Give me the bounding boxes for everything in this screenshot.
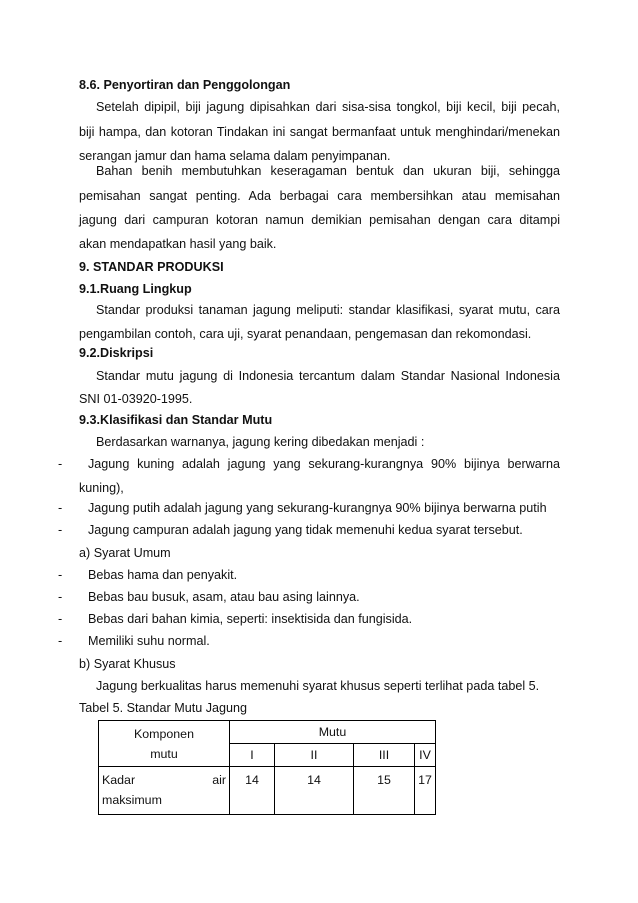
header-mutu-label: mutu [150, 747, 178, 761]
paragraph-line: Jagung berkualitas harus memenuhi syarat khusus seperti terlihat pada tabel 5. [96, 679, 540, 693]
header-komponen: Komponen [134, 727, 194, 741]
row-label-part: air [212, 773, 226, 787]
subsection-heading-9-1: 9.1.Ruang Lingkup [79, 282, 192, 296]
paragraph-line: pemisahan sangat penting. Ada berbagai cara membersihkan atau memisahan [79, 189, 560, 203]
quality-standard-table [98, 720, 436, 815]
paragraph-line: Bahan benih membutuhkan keseragaman bentuk dan ukuran biji, sehingga [96, 164, 560, 178]
grade-header: I [230, 744, 275, 767]
table-cell: 14 [275, 767, 354, 815]
bullet-dash: - [58, 523, 63, 537]
bullet-dash: - [58, 457, 63, 471]
paragraph-line: Berdasarkan warnanya, jagung kering dibedakan menjadi : [96, 435, 425, 449]
grade-header: II [275, 744, 354, 767]
paragraph-line: pengambilan contoh, cara uji, syarat penandaan, pengemasan dan rekomondasi. [79, 327, 532, 341]
list-item: Bebas dari bahan kimia, seperti: insektisida dan fungisida. [88, 612, 413, 626]
bullet-dash: - [58, 590, 63, 604]
paragraph-line: jagung dari campuran kotoran namun demikian pemisahan dengan cara ditampi [79, 213, 560, 227]
paragraph-line: SNI 01-03920-1995. [79, 392, 193, 406]
list-item: Jagung putih adalah jagung yang sekurang-kurangnya 90% bijinya berwarna putih [88, 501, 547, 515]
bullet-dash: - [58, 634, 63, 648]
section-heading-9: 9. STANDAR PRODUKSI [79, 260, 224, 274]
list-item: Bebas hama dan penyakit. [88, 568, 238, 582]
subheading-syarat-umum: a) Syarat Umum [79, 546, 171, 560]
row-label-part: maksimum [102, 793, 162, 807]
paragraph-line: biji hampa, dan kotoran Tindakan ini sangat bermanfaat untuk menghindari/menekan [79, 125, 560, 139]
header-komponen-mutu [99, 721, 230, 767]
grade-header: IV [415, 744, 436, 767]
grade-header: III [354, 744, 415, 767]
header-mutu: Mutu [230, 721, 436, 744]
bullet-dash: - [58, 612, 63, 626]
row-label-kadar-air [99, 767, 230, 815]
table-row [99, 767, 436, 815]
subsection-heading-9-3: 9.3.Klasifikasi dan Standar Mutu [79, 413, 273, 427]
section-heading-8-6: 8.6. Penyortiran dan Penggolongan [79, 78, 291, 92]
list-item: Bebas bau busuk, asam, atau bau asing lainnya. [88, 590, 360, 604]
paragraph-line: Setelah dipipil, biji jagung dipisahkan dari sisa-sisa tongkol, biji kecil, biji pecah, [96, 100, 560, 114]
paragraph-line: akan mendapatkan hasil yang baik. [79, 237, 277, 251]
table-caption: Tabel 5. Standar Mutu Jagung [79, 701, 248, 715]
paragraph-line: Standar produksi tanaman jagung meliputi: standar klasifikasi, syarat mutu, cara [96, 303, 560, 317]
table-cell: 15 [354, 767, 415, 815]
list-item: Jagung campuran adalah jagung yang tidak memenuhi kedua syarat tersebut. [88, 523, 523, 537]
paragraph-line: serangan jamur dan hama selama dalam penyimpanan. [79, 149, 391, 163]
list-item: Memiliki suhu normal. [88, 634, 210, 648]
bullet-dash: - [58, 568, 63, 582]
list-item: Jagung kuning adalah jagung yang sekurang-kurangnya 90% bijinya berwarna [88, 457, 560, 471]
paragraph-line: Standar mutu jagung di Indonesia tercantum dalam Standar Nasional Indonesia [96, 369, 560, 383]
table-cell: 17 [415, 767, 436, 815]
subheading-syarat-khusus: b) Syarat Khusus [79, 657, 176, 671]
table-cell: 14 [230, 767, 275, 815]
subsection-heading-9-2: 9.2.Diskripsi [79, 346, 154, 360]
row-label-part: Kadar [102, 773, 136, 787]
bullet-dash: - [58, 501, 63, 515]
list-item-continuation: kuning), [79, 481, 124, 495]
